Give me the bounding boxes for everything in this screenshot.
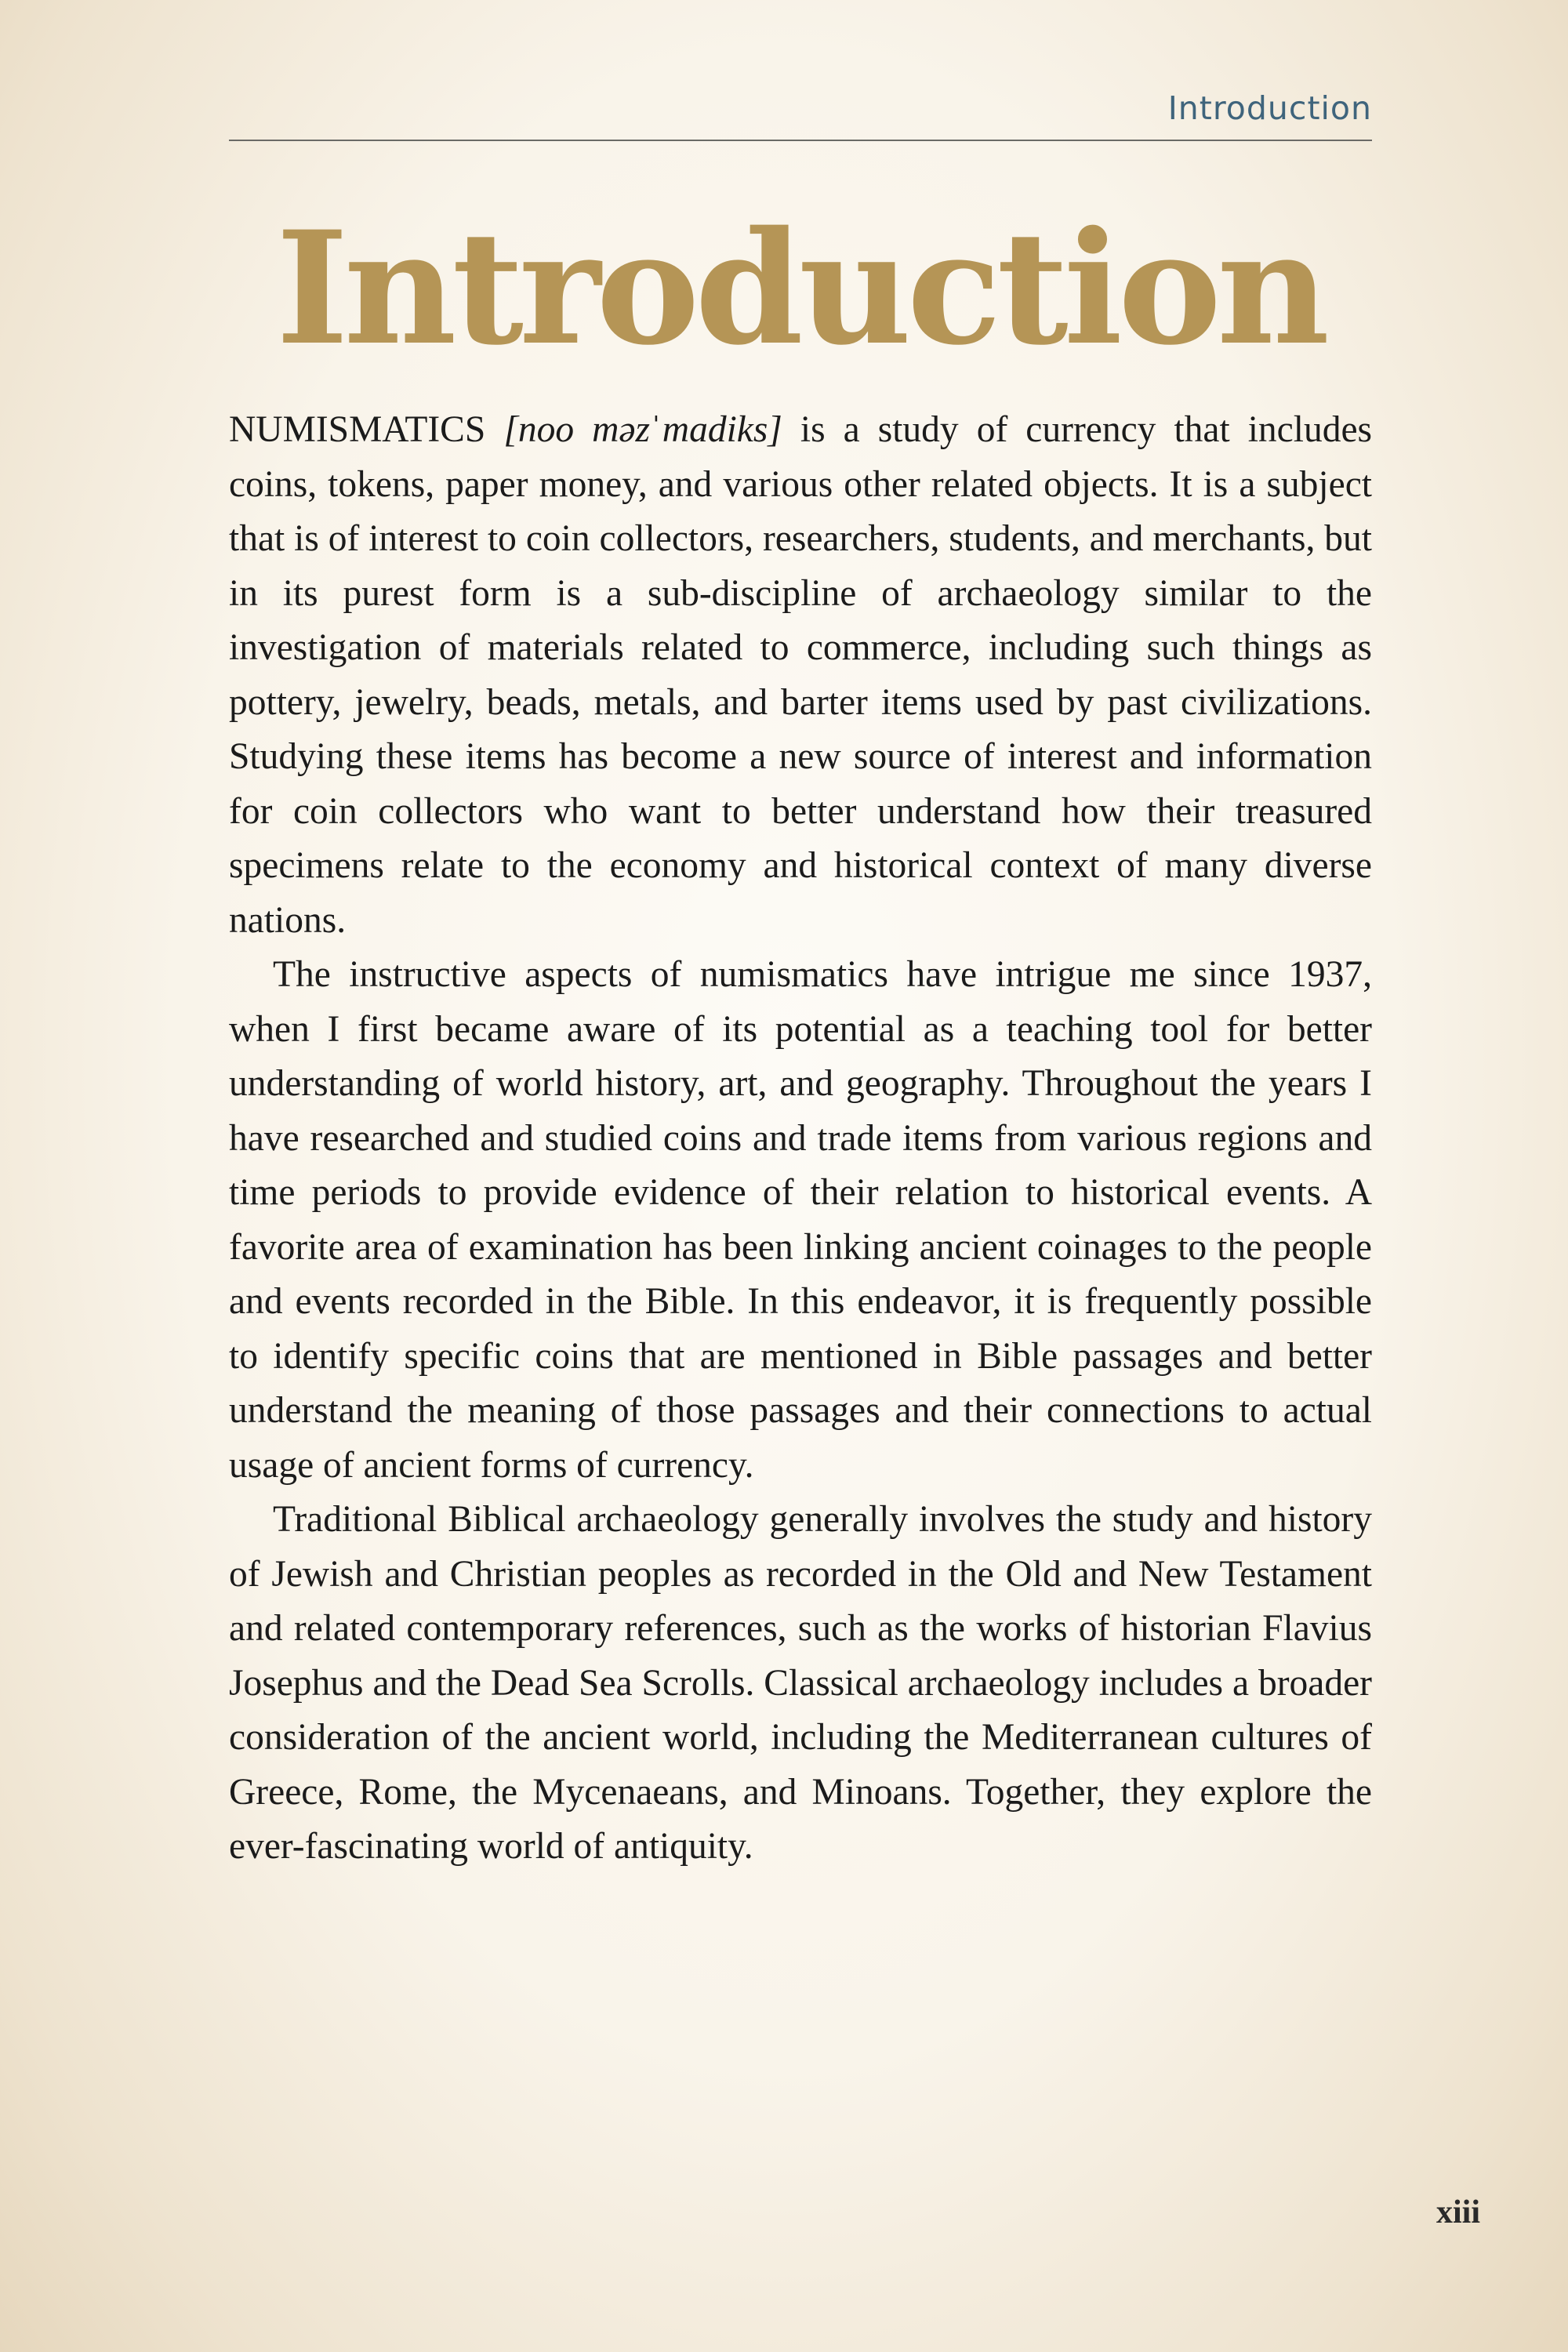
header-rule	[229, 140, 1372, 141]
running-head: Introduction	[1167, 89, 1372, 127]
paragraph-1-text: is a study of currency that includes coins, tokens, paper money, and various other related objects. It is a subject that is of interest to coin collectors, researchers, students, and merchants, but in its purest form is a sub-discipline of archaeology similar to the investigation of materials related to commerce, including such things as pottery, jewelry, beads, metals, and barter items used by past civilizations. Studying these items has become a new source of interest and information for coin collectors who want to better understand how their treasured specimens relate to the economy and historical context of many diverse nations.	[229, 409, 1373, 941]
term-numismatics: NUMISMATICS	[229, 409, 486, 450]
paragraph-3: Traditional Biblical archaeology generally involves the study and history of Jewish and Christian peoples as recorded in the Old and New Testament and related contemporary references, such as the works of historian Flavius Josephus and the Dead Sea Scrolls. Classical archaeology includes a broader consideration of the ancient world, including the Mediterranean cultures of Greece, Rome, the Mycenaeans, and Minoans. Together, they explore the ever-fascinating world of antiquity.	[229, 1499, 1372, 1867]
paragraph-1	[229, 403, 1372, 948]
body-text	[229, 403, 1372, 1875]
page-number: xiii	[1436, 2194, 1480, 2230]
chapter-title: Introduction	[275, 197, 1326, 379]
paragraph-2: The instructive aspects of numismatics have intrigue me since 1937, when I first became aware of its potential as a teaching tool for better understanding of world history, art, and geography. Throughout the years I have researched and studied coins and trade items from various regions and time periods to provide evidence of their relation to historical events. A favorite area of examination has been linking ancient coinages to the people and events recorded in the Bible. In this endeavor, it is frequently possible to identify specific coins that are mentioned in Bible passages and better understand the meaning of those passages and their connections to actual usage of ancient forms of currency.	[229, 954, 1372, 1486]
pronunciation: [noo məzˈmadiks]	[503, 409, 782, 450]
